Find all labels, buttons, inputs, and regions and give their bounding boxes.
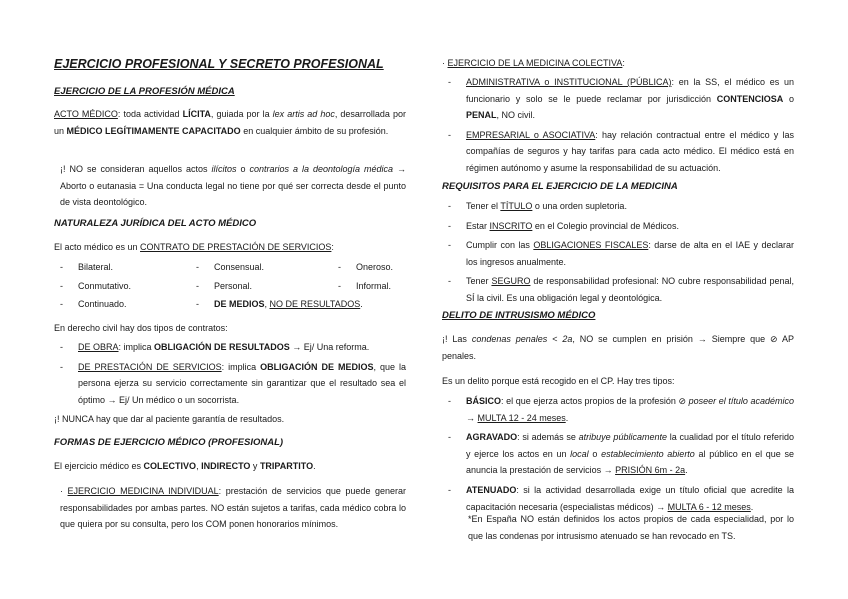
collective-practice-heading: · EJERCICIO DE LA MEDICINA COLECTIVA:	[442, 58, 625, 68]
penal-sentences-note: ¡! Las condenas penales < 2a, NO se cumplen en prisión → Siempre que ⊘ AP penales.	[442, 334, 794, 361]
heading-naturaleza-juridica: NATURALEZA JURÍDICA DEL ACTO MÉDICO	[54, 218, 257, 229]
collective-practice-list	[442, 74, 794, 177]
list-item: - Tener el TÍTULO o una orden supletoria.	[448, 201, 627, 211]
list-item: - Tener SEGURO de responsabilidad profesional: NO cubre responsabilidad penal, SÍ la civil. Es una obligación legal y deontológica.	[448, 276, 795, 303]
list-item: - BÁSICO: el que ejerza actos propios de la profesión ⊘ poseer el título académico → MULTA 12 - 24 meses.	[448, 396, 794, 423]
heading-formas-ejercicio: FORMAS DE EJERCICIO MÉDICO (PROFESIONAL)	[54, 437, 284, 448]
heading-intrusismo: DELITO DE INTRUSISMO MÉDICO	[442, 310, 596, 321]
list-item: - ATENUADO: si la actividad desarrollada exige un título oficial que acredite la capacitación necesaria (especialistas médicos) → MULTA 6 - 12 meses.	[448, 484, 794, 512]
list-item: - Continuado.	[60, 299, 127, 310]
ilicit-acts-warning: ¡! NO se consideran aquellos actos ilícitos o contrarios a la deontología médica → Aborto o eutanasia = Una conducta legal no tiene por qué ser correcta desde el punto de vista deontológico.	[60, 164, 406, 208]
list-item: - Estar INSCRITO en el Colegio provincial de Médicos.	[448, 220, 679, 231]
contract-intro: El acto médico es un CONTRATO DE PRESTACIÓN DE SERVICIOS:	[54, 242, 334, 252]
no-guarantee-note: ¡! NUNCA hay que dar al paciente garantía de resultados.	[54, 414, 285, 424]
crime-types-list	[442, 393, 794, 515]
heading-requisitos: REQUISITOS PARA EL EJERCICIO DE LA MEDICINA	[442, 181, 678, 192]
list-item: - Bilateral.	[60, 262, 114, 272]
spain-specialty-note: *En España NO están definidos los actos propios de cada especialidad, por lo que las condenas por intrusismo atenuado se han revocado en TS.	[468, 514, 794, 541]
individual-practice: · EJERCICIO MEDICINA INDIVIDUAL: prestación de servicios que puede generar responsabilidades por ambas partes. NO están sujetos a tarifas, cada médico cobra lo que quiera por su consulta, pero los COM ponen honorarios mínimos.	[60, 486, 407, 530]
forms-summary: El ejercicio médico es COLECTIVO, INDIRECTO y TRIPARTITO.	[54, 461, 316, 471]
civil-contracts-list	[54, 339, 406, 408]
heading-ejercicio-profesion: EJERCICIO DE LA PROFESIÓN MÉDICA	[54, 86, 235, 97]
list-item: - Informal.	[338, 280, 392, 291]
acto-medico-definition: ACTO MÉDICO: toda actividad LÍCITA, guiada por la lex artis ad hoc, desarrollada por un MÉDICO LEGÍTIMAMENTE CAPACITADO en cualquier ámbito de su profesión.	[54, 109, 407, 136]
requirements-list	[442, 198, 794, 307]
list-item: - Oneroso.	[338, 262, 394, 272]
list-item: - DE MEDIOS, NO DE RESULTADOS.	[196, 299, 363, 310]
list-item: - Personal.	[196, 280, 253, 291]
list-item: - EMPRESARIAL o ASOCIATIVA: hay relación contractual entre el médico y las compañías de seguros y hay tarifas para cada acto médico. El médico está en régimen autónomo y asume la responsabilidad de su actuación.	[448, 129, 794, 173]
list-item: - AGRAVADO: si además se atribuye públicamente la cualidad por el título referido y ejerce los actos en un local o establecimiento abierto al público en el que se anuncia la prestación de servicios → PRISIÓN 6m - 2a.	[448, 432, 794, 476]
list-item: - DE OBRA: implica OBLIGACIÓN DE RESULTADOS → Ej/ Una reforma.	[60, 342, 370, 352]
civil-contracts-intro: En derecho civil hay dos tipos de contratos:	[54, 323, 228, 333]
list-item: - Consensual.	[196, 262, 265, 272]
crime-types-intro: Es un delito porque está recogido en el CP. Hay tres tipos:	[442, 376, 675, 386]
contract-traits-list	[54, 259, 406, 313]
document-title: EJERCICIO PROFESIONAL Y SECRETO PROFESIONAL	[54, 57, 384, 71]
list-item: - ADMINISTRATIVA o INSTITUCIONAL (PÚBLICA): en la SS, el médico es un funcionario y solo se le puede reclamar por jurisdicción CONTENCIOSA o PENAL, NO civil.	[448, 77, 794, 121]
list-item: - Cumplir con las OBLIGACIONES FISCALES: darse de alta en el IAE y declarar los ingresos anualmente.	[448, 240, 794, 267]
list-item: - Conmutativo.	[60, 280, 132, 291]
list-item: - DE PRESTACIÓN DE SERVICIOS: implica OBLIGACIÓN DE MEDIOS, que la persona ejerza su servicio correctamente sin garantizar que el resultado sea el óptimo → Ej/ Un médico o un socorrista.	[60, 361, 406, 405]
